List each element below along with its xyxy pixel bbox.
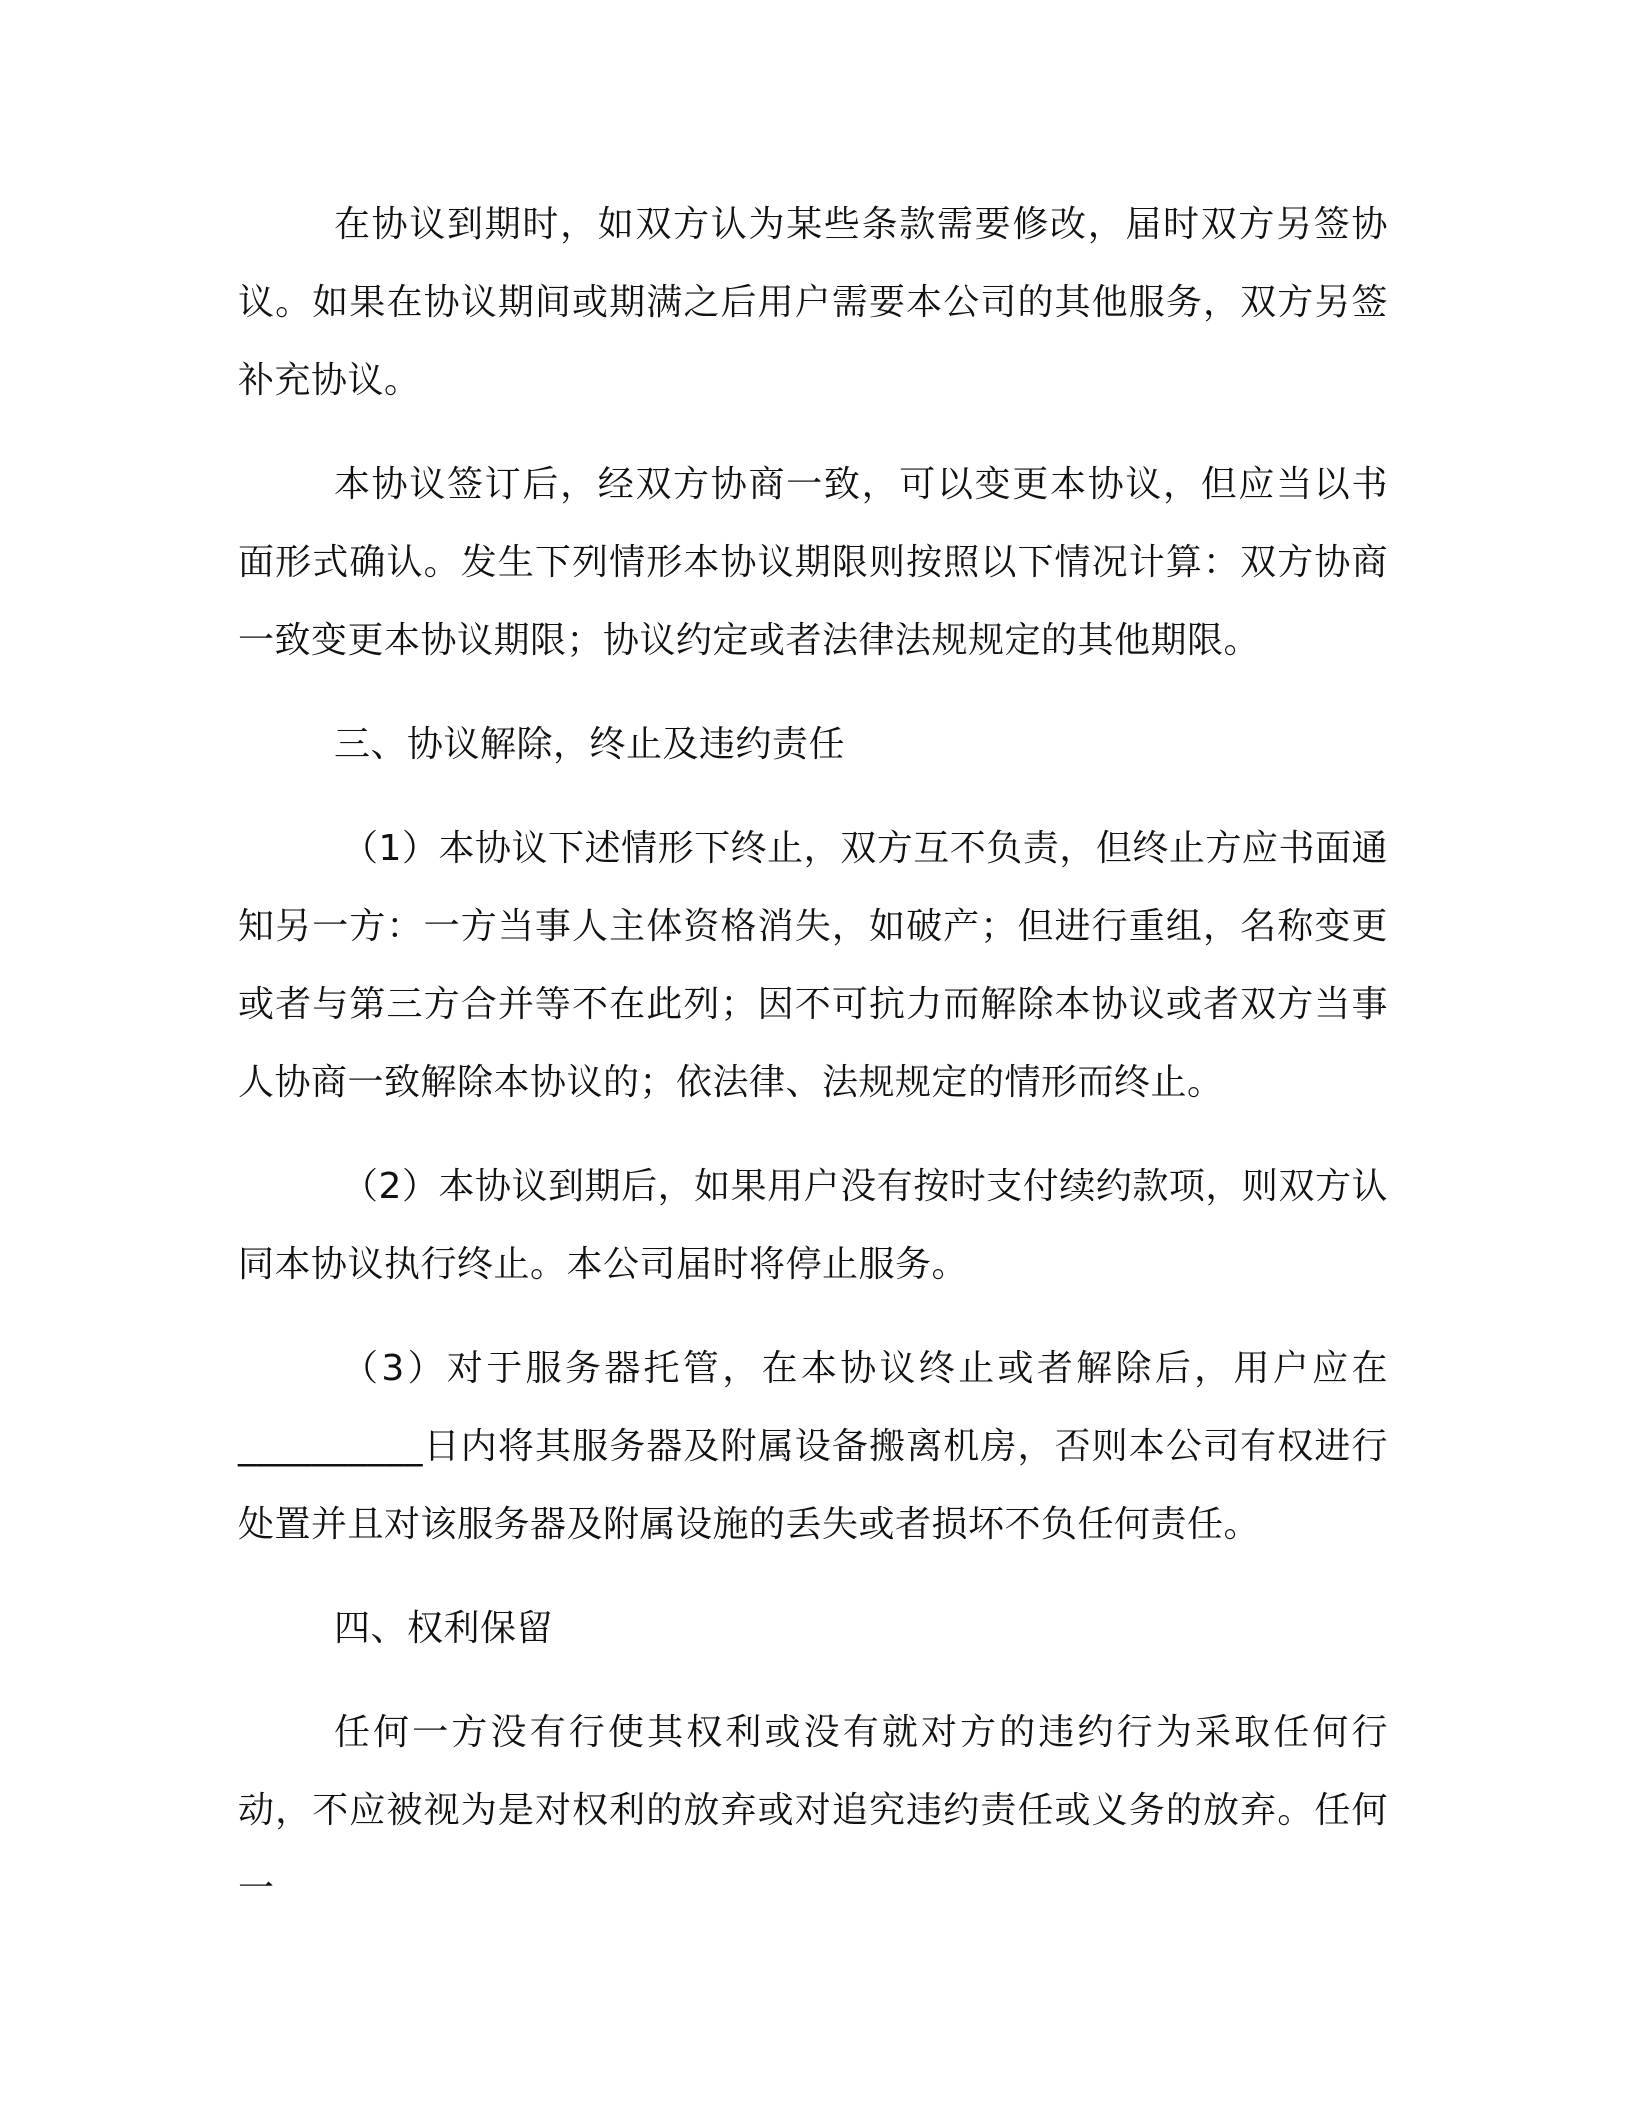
section-3-heading: 三、协议解除，终止及违约责任 (334, 724, 846, 765)
section-3-item-2: （2）本协议到期后，如果用户没有按时支付续约款项，则双方认同本协议执行终止。本公司届时将停止服务。 (238, 1166, 1388, 1285)
paragraph-agreement-expiry: 在协议到期时，如双方认为某些条款需要修改，届时双方另签协议。如果在协议期间或期满之后用户需要本公司的其他服务，双方另签补充协议。 (238, 204, 1388, 401)
section-3-item-3: （3）对于服务器托管，在本协议终止或者解除后，用户应在__________日内将其服务器及附属设备搬离机房，否则本公司有权进行处置并且对该服务器及附属设施的丢失或者损坏不负任何责任。 (238, 1348, 1388, 1545)
section-4-heading: 四、权利保留 (334, 1608, 554, 1649)
section-4-paragraph: 任何一方没有行使其权利或没有就对方的违约行为采取任何行动，不应被视为是对权利的放弃或对追究违约责任或义务的放弃。任何一 (238, 1712, 1388, 1909)
paragraph-agreement-amendment: 本协议签订后，经双方协商一致，可以变更本协议，但应当以书面形式确认。发生下列情形本协议期限则按照以下情况计算：双方协商一致变更本协议期限；协议约定或者法律法规规定的其他期限。 (238, 464, 1388, 661)
section-3-item-1: （1）本协议下述情形下终止，双方互不负责，但终止方应书面通知另一方：一方当事人主体资格消失，如破产；但进行重组，名称变更或者与第三方合并等不在此列；因不可抗力而解除本协议或者双方当事人协商一致解除本协议的；依法律、法规规定的情形而终止。 (238, 828, 1388, 1103)
document-body (238, 186, 1388, 1954)
